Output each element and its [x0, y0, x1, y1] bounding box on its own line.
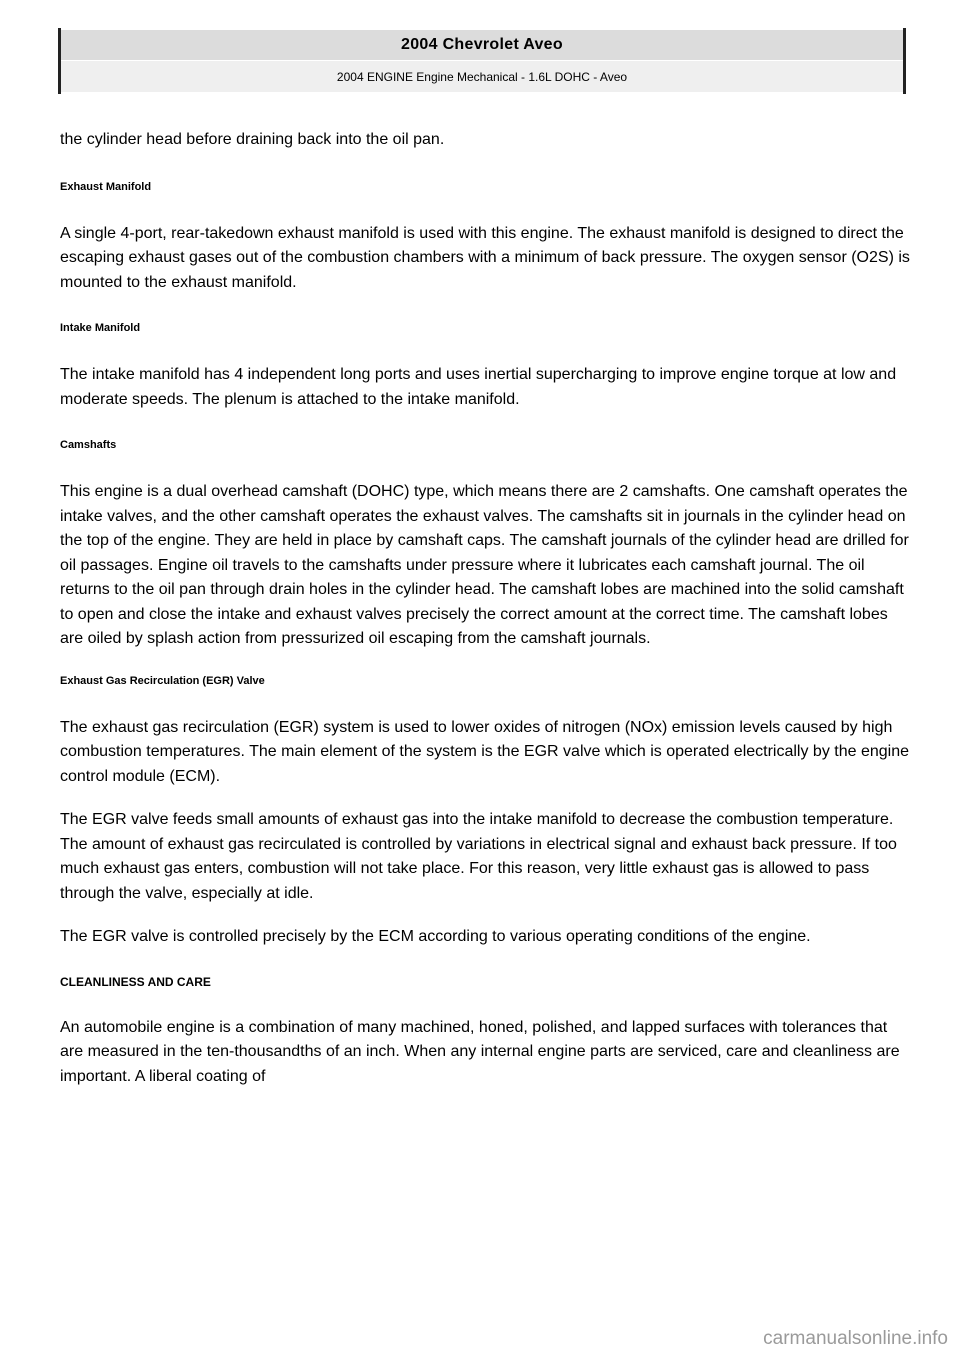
exhaust-manifold-paragraph: A single 4-port, rear-takedown exhaust manifold is used with this engine. The exhaust manifold is designed to direct the escaping exhaust gases out of the combustion chambers with a minimum of back pressure. The oxygen sensor (O2S) is mounted to the exhaust manifold. — [60, 224, 910, 291]
document-title: 2004 Chevrolet Aveo — [61, 30, 903, 60]
intake-manifold-heading: Intake Manifold — [60, 322, 141, 334]
egr-heading: Exhaust Gas Recirculation (EGR) Valve — [60, 674, 265, 687]
egr-paragraph-2: The EGR valve feeds small amounts of exhaust gas into the intake manifold to decrease the combustion temperature. The amount of exhaust gas recirculated is controlled by variations in electrical signal and exhaust back pressure. If too much exhaust gas enters, combustion will not take place. For this reason, very little exhaust gas is allowed to pass through the valve, especially at idle. — [60, 811, 897, 902]
camshafts-paragraph: This engine is a dual overhead camshaft (DOHC) type, which means there are 2 camshafts. One camshaft operates the intake valves, and the other camshaft operates the exhaust valves. The camshafts sit in journals in the cylinder head on the top of the engine. They are held in place by camshaft caps. The camshaft journals of the cylinder head are drilled for oil passages. Engine oil travels to the camshafts under pressure where it lubricates each camshaft journal. The oil returns to the oil pan through drain holes in the cylinder head. The camshaft lobes are machined into the solid camshaft to open and close the intake and exhaust valves precisely the correct amount at the correct time. The camshaft lobes are oiled by splash action from pressurized oil escaping from the camshaft journals. — [60, 483, 909, 647]
cleanliness-paragraph: An automobile engine is a combination of many machined, honed, polished, and lapped surfaces with tolerances that are measured in the ten-thousandths of an inch. When any internal engine parts are serviced, care and cleanliness are important. A liberal coating of — [60, 1018, 900, 1085]
document-body — [60, 128, 910, 1089]
intake-manifold-paragraph: The intake manifold has 4 independent long ports and uses inertial supercharging to improve engine torque at low and moderate speeds. The plenum is attached to the intake manifold. — [60, 366, 897, 408]
exhaust-manifold-heading: Exhaust Manifold — [60, 180, 152, 193]
header-right-border — [903, 28, 906, 94]
egr-paragraph-1: The exhaust gas recirculation (EGR) system is used to lower oxides of nitrogen (NOx) emission levels caused by high combustion temperatures. The main element of the system is the EGR valve which is operated electrically by the engine control module (ECM). — [60, 718, 910, 785]
egr-paragraph-3: The EGR valve is controlled precisely by the ECM according to various operating conditions of the engine. — [60, 928, 811, 945]
watermark-link[interactable]: carmanualsonline.info — [763, 1328, 948, 1349]
camshafts-heading: Camshafts — [60, 439, 117, 451]
document-subtitle: 2004 ENGINE Engine Mechanical - 1.6L DOHC - Aveo — [61, 61, 903, 92]
cleanliness-heading: CLEANLINESS AND CARE — [60, 974, 211, 989]
continuation-paragraph: the cylinder head before draining back into the oil pan. — [60, 131, 445, 148]
document-header — [58, 28, 906, 94]
